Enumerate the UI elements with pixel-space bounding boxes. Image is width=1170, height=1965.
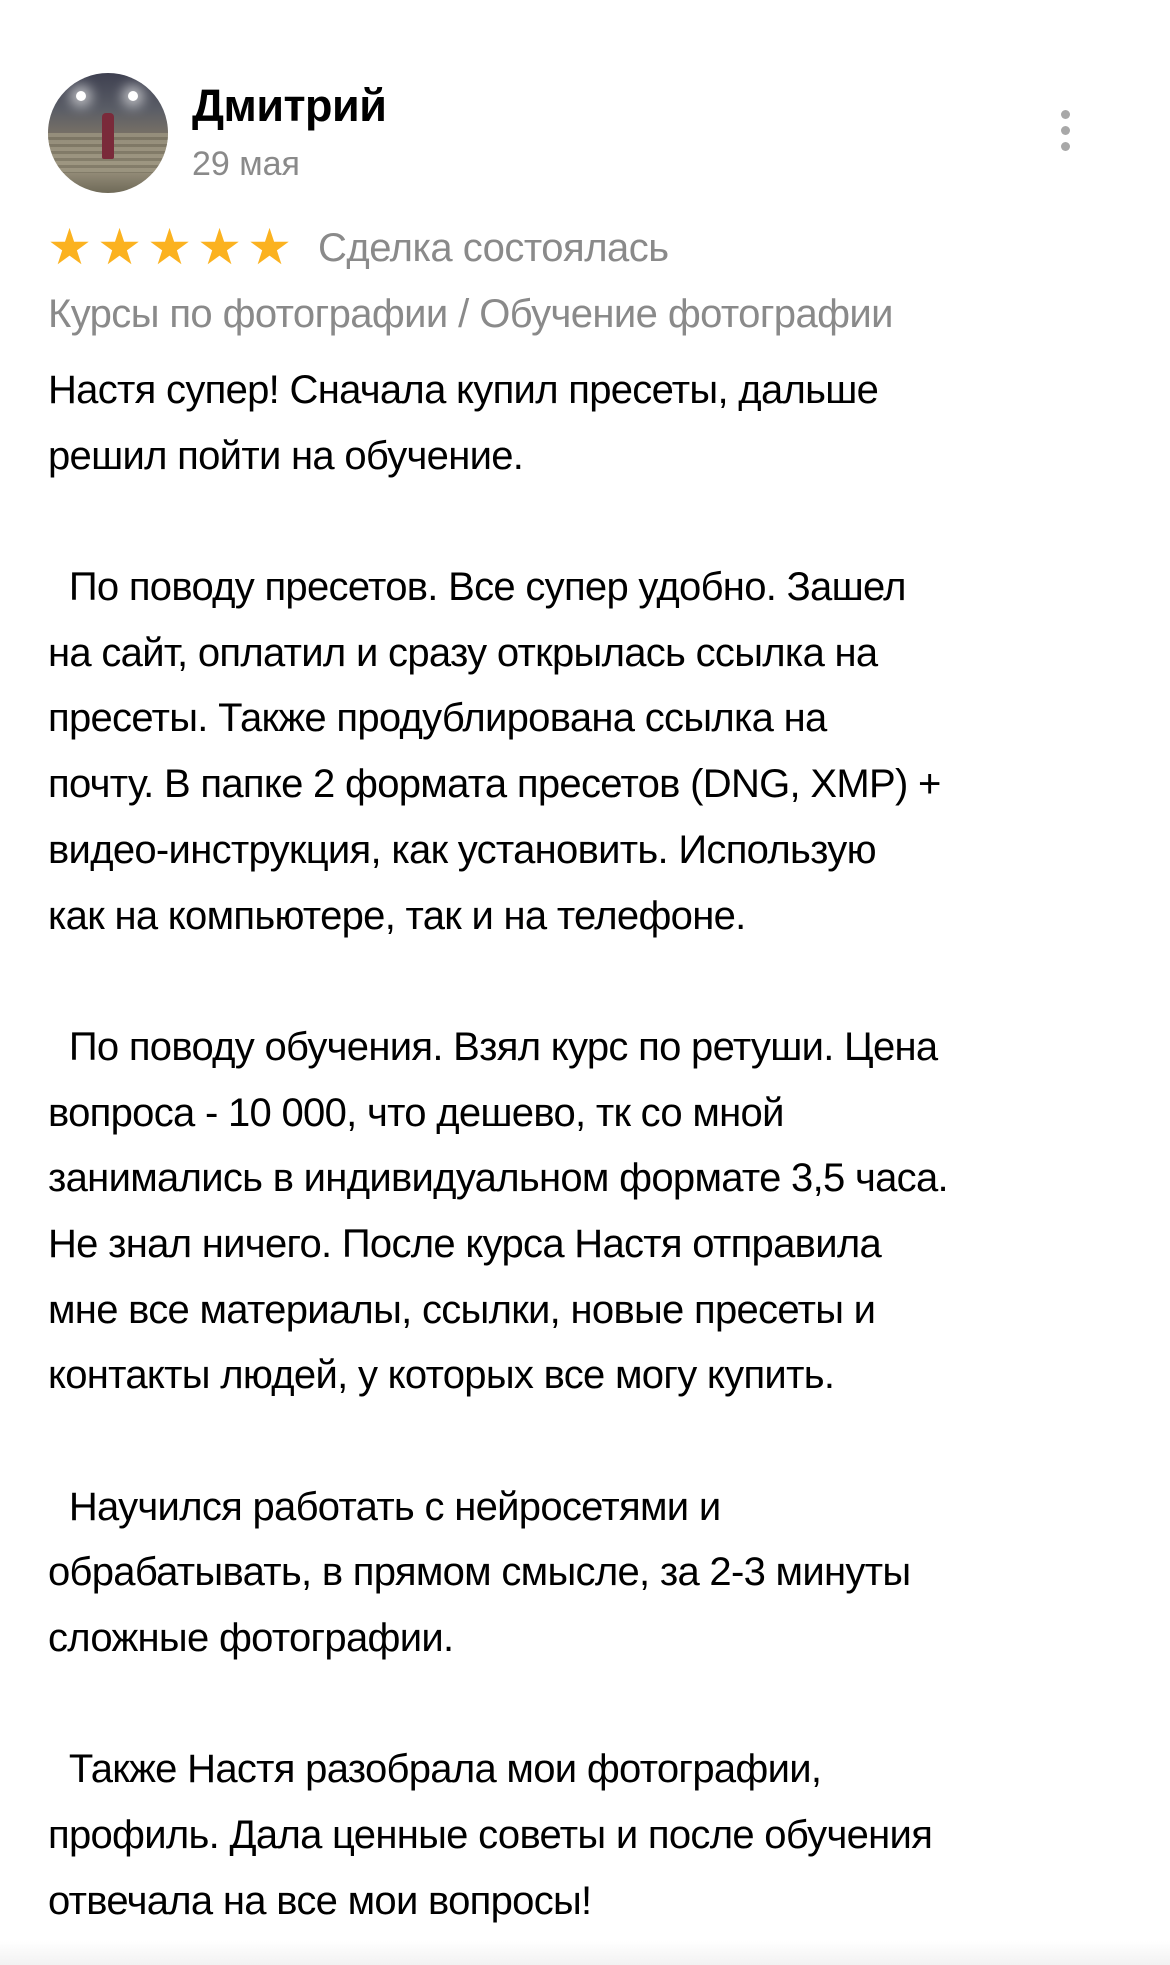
- review-text-line: мне все материалы, ссылки, новые пресеты и: [48, 1287, 876, 1332]
- review-text-line: решил пойти на обучение.: [48, 433, 524, 478]
- review-text-line: контакты людей, у которых все могу купить.: [48, 1353, 835, 1398]
- more-vertical-icon[interactable]: [1055, 110, 1075, 160]
- review-text-line: [48, 1409, 948, 1475]
- review-text-line: Также Настя разобрала мои фотографии,: [48, 1747, 822, 1792]
- review-text: [48, 358, 948, 1935]
- star-icon: ★: [197, 219, 242, 275]
- review-text-line: как на компьютере, так и на телефоне.: [48, 893, 746, 938]
- review-text-line: Научился работать с нейросетями и: [48, 1484, 721, 1529]
- review-text-line: профиль. Дала ценные советы и после обучения: [48, 1813, 933, 1858]
- star-icon: ★: [247, 219, 292, 275]
- review-text-line: По поводу обучения. Взял курс по ретуши. Цена: [48, 1024, 938, 1069]
- avatar-light: [76, 91, 86, 101]
- review-text-line: видео-инструкция, как установить. Использую: [48, 827, 876, 872]
- review-text-line: обрабатывать, в прямом смысле, за 2-3 минуты: [48, 1550, 911, 1595]
- deal-status: Сделка состоялась: [318, 226, 669, 270]
- star-icon: ★: [97, 219, 142, 275]
- review-text-line: на сайт, оплатил и сразу открылась ссылка на: [48, 630, 878, 675]
- review-text-line: [48, 489, 948, 555]
- avatar[interactable]: [48, 73, 168, 193]
- bottom-fade: [0, 1941, 1170, 1965]
- review-text-line: отвечала на все мои вопросы!: [48, 1878, 592, 1923]
- review-text-line: Не знал ничего. После курса Настя отправила: [48, 1221, 882, 1266]
- avatar-light: [128, 91, 138, 101]
- review-text-line: Настя супер! Сначала купил пресеты, дальше: [48, 368, 879, 412]
- star-icon: ★: [47, 219, 92, 275]
- review-text-line: пресеты. Также продублирована ссылка на: [48, 696, 827, 741]
- review-text-line: вопроса - 10 000, что дешево, тк со мной: [48, 1090, 784, 1135]
- star-icon: ★: [147, 219, 192, 275]
- avatar-person: [102, 113, 114, 159]
- review-text-line: занимались в индивидуальном формате 3,5 часа.: [48, 1156, 948, 1201]
- review-date: 29 мая: [192, 145, 300, 183]
- review-category: Курсы по фотографии / Обучение фотографии: [48, 292, 893, 336]
- review-text-line: [48, 1672, 948, 1738]
- author-name[interactable]: Дмитрий: [192, 80, 387, 131]
- rating-stars: [46, 219, 293, 275]
- review-text-line: [48, 949, 948, 1015]
- review-text-line: почту. В папке 2 формата пресетов (DNG, XMP) +: [48, 762, 941, 807]
- review-text-line: По поводу пресетов. Все супер удобно. Зашел: [48, 565, 906, 610]
- review-text-line: сложные фотографии.: [48, 1616, 454, 1661]
